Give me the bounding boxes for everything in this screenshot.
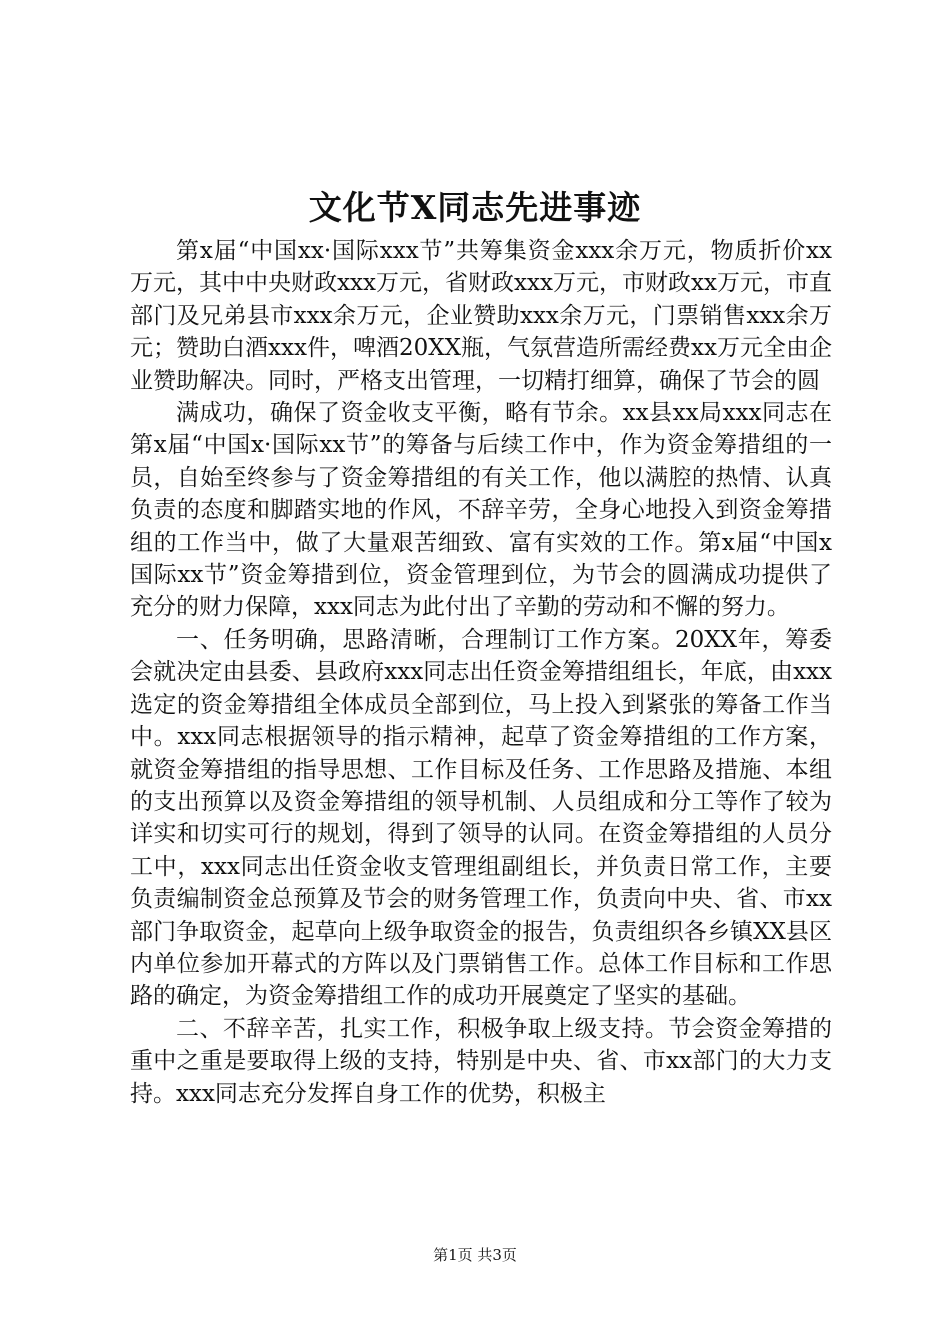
page-footer: 第1页 共3页 (433, 1246, 517, 1264)
paragraph: 满成功，确保了资金收支平衡，略有节余。xx县xx局xxx同志在第x届“中国x·国际xx节”的筹备与后续工作中，作为资金筹措组的一员，自始至终参与了资金筹措组的有关工作，他以满腔的热情、认真负责的态度和脚踏实地的作风，不辞辛劳，全身心地投入到资金筹措组的工作当中，做了大量艰苦细致、富有实效的工作。第x届“中国x国际xx节”资金筹措到位，资金管理到位，为节会的圆满成功提供了充分的财力保障，xxx同志为此付出了辛勤的劳动和不懈的努力。 (130, 400, 832, 621)
paragraph: 第x届“中国xx·国际xxx节”共筹集资金xxx余万元，物质折价xx万元，其中中央财政xxx万元，省财政xxx万元，市财政xx万元，市直部门及兄弟县市xxx余万元，企业赞助xxx余万元，门票销售xxx余万元；赞助白酒xxx件，啤酒20XX瓶，气氛营造所需经费xx万元全由企业赞助解决。同时，严格支出管理，一切精打细算，确保了节会的圆 (130, 238, 832, 394)
document-body (130, 235, 832, 1110)
paragraph: 一、任务明确，思路清晰，合理制订工作方案。20XX年，筹委会就决定由县委、县政府xxx同志出任资金筹措组组长，年底，由xxx选定的资金筹措组全体成员全部到位，马上投入到紧张的筹备工作当中。xxx同志根据领导的指示精神，起草了资金筹措组的工作方案，就资金筹措组的指导思想、工作目标及任务、工作思路及措施、本组的支出预算以及资金筹措组的领导机制、人员组成和分工等作了较为详实和切实可行的规划，得到了领导的认同。在资金筹措组的人员分工中，xxx同志出任资金收支管理组副组长，并负责日常工作，主要负责编制资金总预算及节会的财务管理工作，负责向中央、省、市xx部门争取资金，起草向上级争取资金的报告，负责组织各乡镇XX县区内单位参加开幕式的方阵以及门票销售工作。总体工作目标和工作思路的确定，为资金筹措组工作的成功开展奠定了坚实的基础。 (130, 626, 832, 1010)
document-title: 文化节X同志先进事迹 (308, 188, 642, 227)
paragraph: 二、不辞辛苦，扎实工作，积极争取上级支持。节会资金筹措的重中之重是要取得上级的支持，特别是中央、省、市xx部门的大力支持。xxx同志充分发挥自身工作的优势，积极主 (130, 1015, 832, 1107)
